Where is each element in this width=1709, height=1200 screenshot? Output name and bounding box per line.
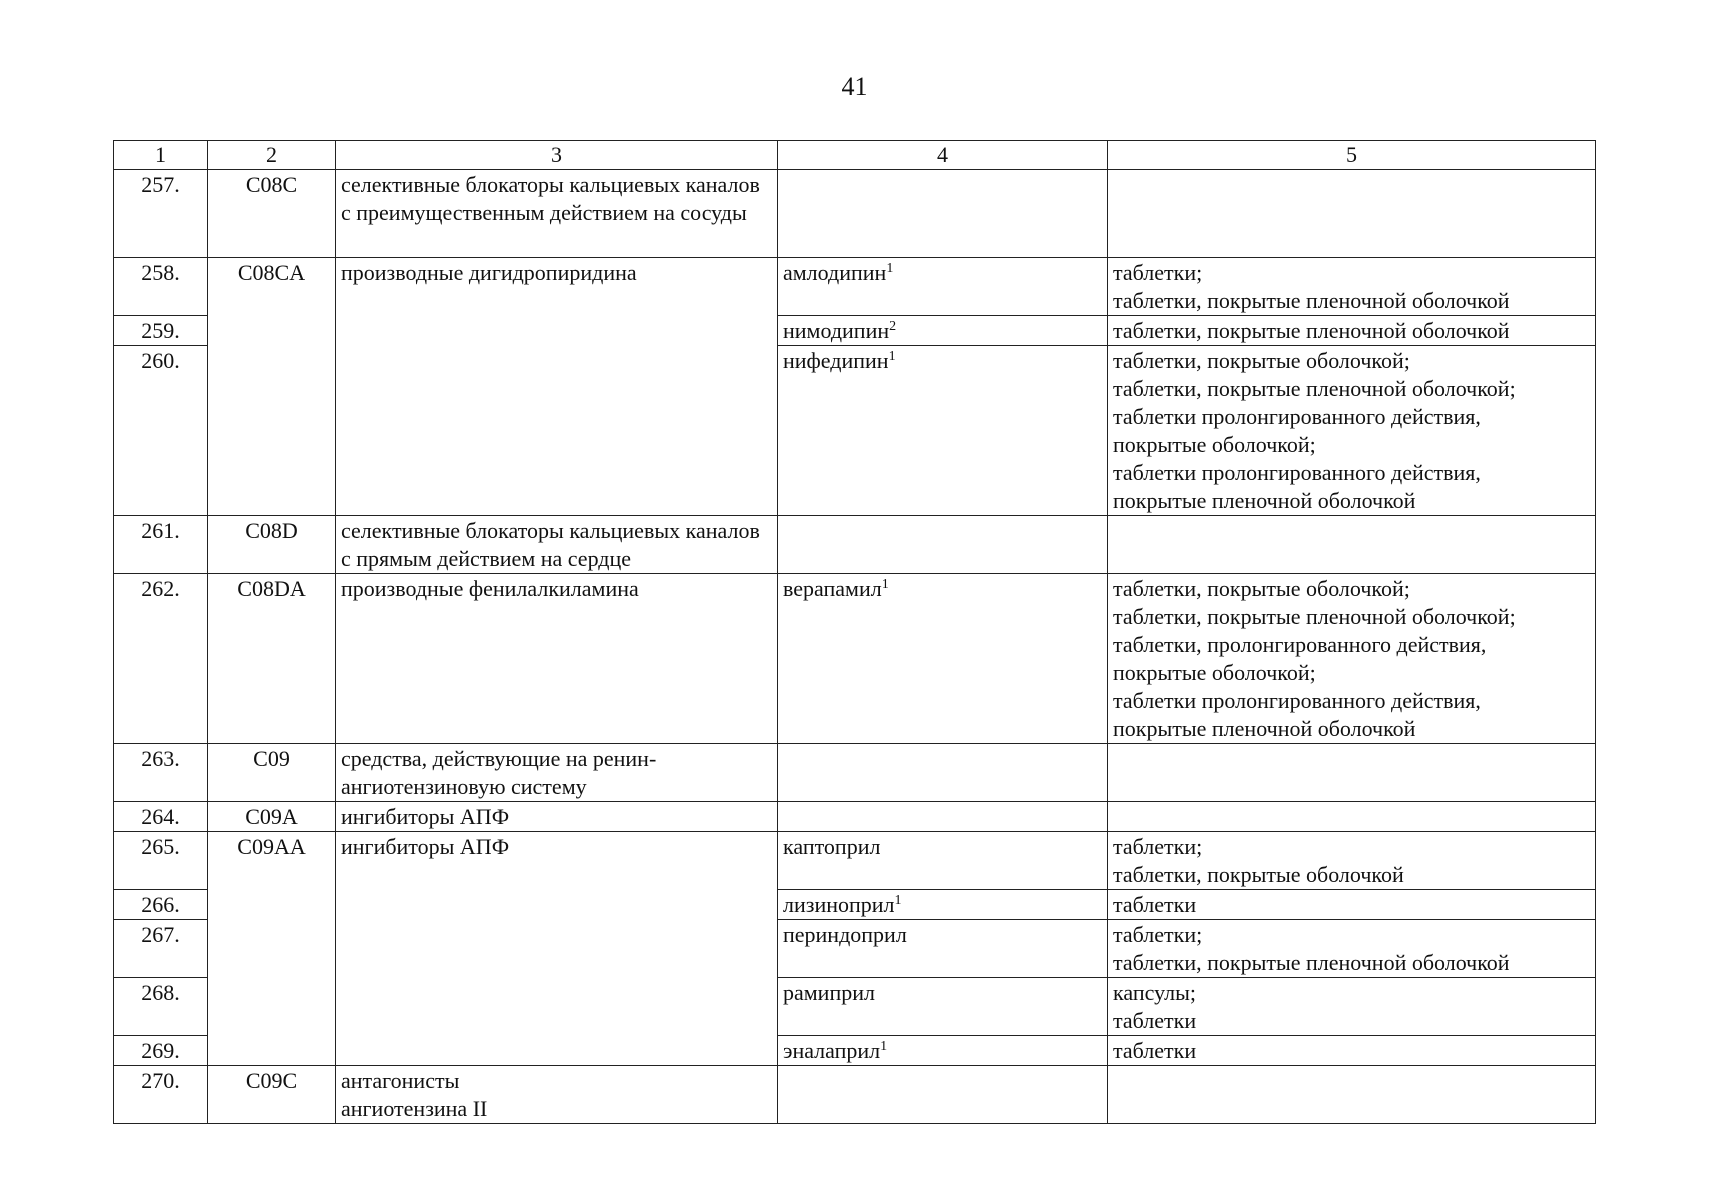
dosage-form-line: таблетки;: [1113, 260, 1203, 285]
row-number: 264.: [114, 802, 208, 832]
dosage-forms: [1108, 802, 1596, 832]
drug-name: [778, 1066, 1108, 1124]
row-number: 258.: [114, 258, 208, 316]
dosage-forms: [1108, 574, 1596, 744]
dosage-form-line: таблетки, покрытые оболочкой;: [1113, 348, 1410, 373]
drug-name: [778, 316, 1108, 346]
table-row: [114, 258, 1596, 316]
dosage-forms: [1108, 920, 1596, 978]
drug-name-text: эналаприл: [783, 1038, 881, 1063]
drug-name-text: периндоприл: [783, 922, 907, 947]
group-name: производные дигидропиридина: [336, 258, 778, 516]
dosage-forms: [1108, 346, 1596, 516]
row-number: 262.: [114, 574, 208, 744]
dosage-form-line: покрытые пленочной оболочкой: [1113, 488, 1416, 513]
column-header: 5: [1108, 141, 1596, 170]
medicines-table: [113, 140, 1596, 1124]
drug-name-text: нимодипин: [783, 318, 890, 343]
dosage-form-line: покрытые пленочной оболочкой: [1113, 716, 1416, 741]
row-number: 269.: [114, 1036, 208, 1066]
column-header: 3: [336, 141, 778, 170]
group-name: производные фенилалкиламина: [336, 574, 778, 744]
dosage-form-line: капсулы;: [1113, 980, 1196, 1005]
row-number: 263.: [114, 744, 208, 802]
column-header: 1: [114, 141, 208, 170]
dosage-form-line: таблетки: [1113, 892, 1197, 917]
drug-name: [778, 1036, 1108, 1066]
dosage-form-line: таблетки, покрытые оболочкой: [1113, 862, 1404, 887]
dosage-forms: [1108, 316, 1596, 346]
drug-name: [778, 920, 1108, 978]
group-name: ингибиторы АПФ: [336, 802, 778, 832]
dosage-forms: [1108, 744, 1596, 802]
footnote-mark: 1: [880, 1039, 888, 1054]
atc-code: C09: [208, 744, 336, 802]
dosage-form-line: таблетки, покрытые пленочной оболочкой: [1113, 950, 1510, 975]
drug-name: [778, 802, 1108, 832]
row-number: 259.: [114, 316, 208, 346]
table-row: [114, 802, 1596, 832]
table-row: [114, 832, 1596, 890]
table-header-row: [114, 141, 1596, 170]
row-number: 261.: [114, 516, 208, 574]
drug-name: [778, 346, 1108, 516]
footnote-mark: 1: [886, 261, 894, 276]
drug-name-text: рамиприл: [783, 980, 875, 1005]
dosage-forms: [1108, 1066, 1596, 1124]
table-row: [114, 744, 1596, 802]
drug-name: [778, 516, 1108, 574]
dosage-forms: [1108, 890, 1596, 920]
group-name: селективные блокаторы кальциевых каналов с преимущественным действием на сосуды: [336, 170, 778, 258]
group-name: средства, действующие на ренин-ангиотензиновую систему: [336, 744, 778, 802]
atc-code: C08C: [208, 170, 336, 258]
row-number: 265.: [114, 832, 208, 890]
drug-name: [778, 978, 1108, 1036]
row-number: 267.: [114, 920, 208, 978]
drug-name: [778, 170, 1108, 258]
atc-code: C09AA: [208, 832, 336, 1066]
dosage-form-line: таблетки: [1113, 1008, 1197, 1033]
table-row: [114, 170, 1596, 258]
dosage-form-line: таблетки;: [1113, 922, 1203, 947]
table-row: [114, 516, 1596, 574]
atc-code: C09A: [208, 802, 336, 832]
dosage-forms: [1108, 170, 1596, 258]
dosage-forms: [1108, 978, 1596, 1036]
dosage-form-line: таблетки пролонгированного действия,: [1113, 460, 1481, 485]
dosage-form-line: таблетки, покрытые пленочной оболочкой: [1113, 288, 1510, 313]
drug-name-text: лизиноприл: [783, 892, 895, 917]
drug-name-text: нифедипин: [783, 348, 889, 373]
row-number: 260.: [114, 346, 208, 516]
dosage-form-line: таблетки, покрытые пленочной оболочкой: [1113, 318, 1510, 343]
table-row: [114, 1066, 1596, 1124]
atc-code: C08CA: [208, 258, 336, 516]
dosage-form-line: таблетки, покрытые пленочной оболочкой;: [1113, 376, 1516, 401]
table-row: [114, 574, 1596, 744]
dosage-forms: [1108, 516, 1596, 574]
atc-code: C08DA: [208, 574, 336, 744]
dosage-form-line: таблетки;: [1113, 834, 1203, 859]
drug-name-text: верапамил: [783, 576, 882, 601]
footnote-mark: 1: [894, 893, 902, 908]
drug-name-text: амлодипин: [783, 260, 887, 285]
dosage-form-line: покрытые оболочкой;: [1113, 660, 1316, 685]
dosage-form-line: таблетки пролонгированного действия,: [1113, 688, 1481, 713]
atc-code: C09C: [208, 1066, 336, 1124]
footnote-mark: 1: [881, 577, 889, 592]
dosage-form-line: покрытые оболочкой;: [1113, 432, 1316, 457]
drug-name: [778, 574, 1108, 744]
group-name: ингибиторы АПФ: [336, 832, 778, 1066]
dosage-forms: [1108, 258, 1596, 316]
footnote-mark: 1: [888, 349, 896, 364]
drug-name-text: каптоприл: [783, 834, 881, 859]
row-number: 268.: [114, 978, 208, 1036]
dosage-form-line: таблетки пролонгированного действия,: [1113, 404, 1481, 429]
row-number: 257.: [114, 170, 208, 258]
drug-name: [778, 832, 1108, 890]
dosage-forms: [1108, 832, 1596, 890]
group-name: антагонисты ангиотензина II: [336, 1066, 778, 1124]
row-number: 270.: [114, 1066, 208, 1124]
row-number: 266.: [114, 890, 208, 920]
column-header: 2: [208, 141, 336, 170]
footnote-mark: 2: [889, 319, 897, 334]
dosage-form-line: таблетки, пролонгированного действия,: [1113, 632, 1487, 657]
drug-name: [778, 890, 1108, 920]
page-number: 41: [841, 72, 868, 101]
drug-name: [778, 258, 1108, 316]
atc-code: C08D: [208, 516, 336, 574]
dosage-form-line: таблетки, покрытые пленочной оболочкой;: [1113, 604, 1516, 629]
group-name: селективные блокаторы кальциевых каналов с прямым действием на сердце: [336, 516, 778, 574]
column-header: 4: [778, 141, 1108, 170]
dosage-form-line: таблетки, покрытые оболочкой;: [1113, 576, 1410, 601]
dosage-form-line: таблетки: [1113, 1038, 1197, 1063]
drug-name: [778, 744, 1108, 802]
dosage-forms: [1108, 1036, 1596, 1066]
